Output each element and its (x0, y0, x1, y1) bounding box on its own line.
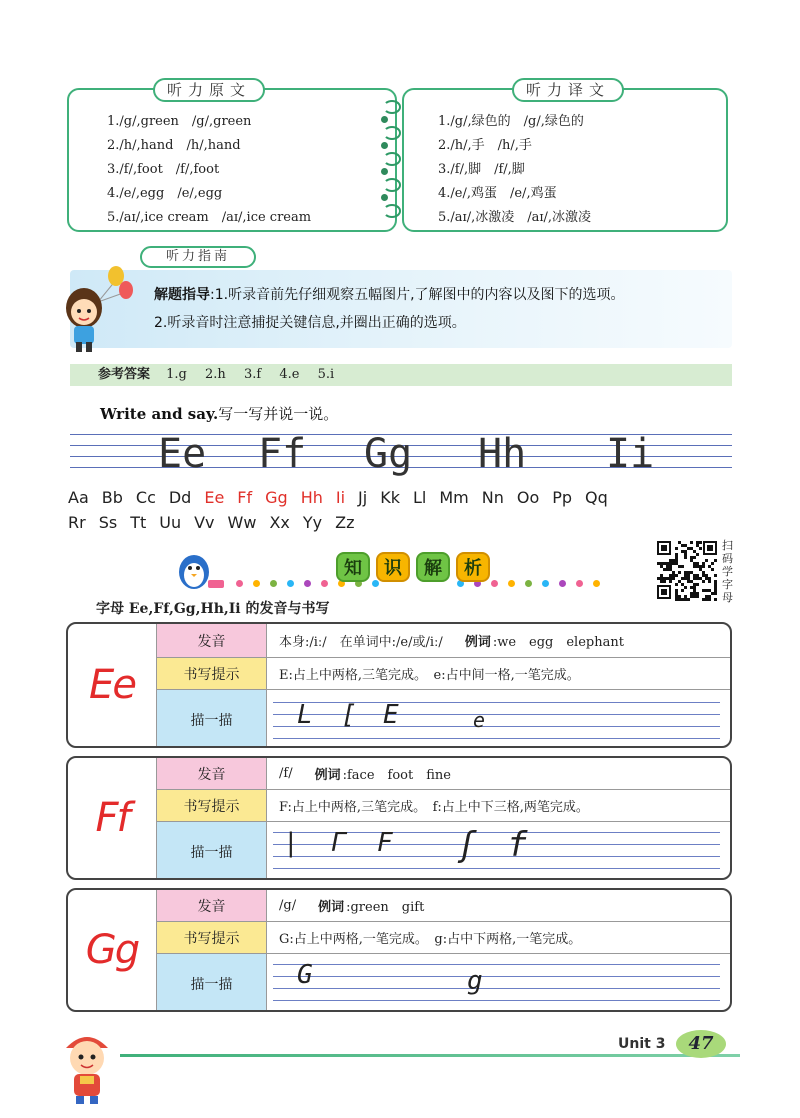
knowledge-title-char: 知 (336, 552, 370, 582)
trace-row (157, 954, 730, 1012)
qr-label (722, 539, 736, 604)
alphabet-letter: Ll (412, 488, 427, 507)
qr-label-char: 扫 (722, 539, 733, 552)
trace-glyph: G (297, 960, 313, 990)
knowledge-title (336, 552, 490, 582)
knowledge-subtitle (96, 598, 330, 618)
letter-card-g (66, 888, 732, 1012)
writing-label: 书写提示 (157, 790, 267, 821)
list-item: 3./f/,foot /f/,foot (107, 162, 220, 177)
alphabet-letter: Yy (302, 513, 323, 532)
alphabet-letter: Ee (204, 488, 225, 507)
listening-translation-list (438, 110, 591, 230)
writing-row (157, 922, 730, 954)
writing-row (157, 658, 730, 690)
example-words: :we egg elephant (492, 635, 624, 650)
handwriting-ee: Ee (158, 431, 207, 477)
alphabet-letter: Ff (237, 488, 253, 507)
list-item: 3./f/,脚 /f/,脚 (438, 162, 525, 177)
girl-with-balloons-icon (58, 262, 136, 354)
alphabet-letter: Xx (269, 513, 290, 532)
guide-line-2: 2.听录音时注意捕捉关键信息,并圈出正确的选项。 (154, 315, 466, 331)
pronunciation-text (279, 890, 424, 921)
trace-glyph: [ (341, 700, 357, 730)
handwriting-gg: Gg (364, 431, 413, 477)
pronunciation-text (279, 624, 624, 657)
boy-mascot-icon (54, 1026, 120, 1106)
subtitle-prefix: 字母 (96, 601, 129, 617)
alphabet-letter: Bb (101, 488, 123, 507)
guide-box (70, 270, 732, 348)
alphabet-letter: Vv (194, 513, 215, 532)
example-words: :face foot fine (342, 768, 451, 783)
writing-text: E:占上中两格,三笔完成。 e:占中间一格,一笔完成。 (279, 668, 580, 683)
handwriting-ff: Ff (258, 431, 307, 477)
answer-bar (70, 364, 732, 386)
alphabet-row-2 (68, 513, 367, 532)
listening-original-list (107, 110, 311, 230)
trace-row (157, 822, 730, 880)
pronunciation-label: 发音 (157, 890, 267, 921)
example-label: 例词 (318, 900, 345, 915)
pronunciation-label: 发音 (157, 624, 267, 657)
trace-label: 描一描 (157, 822, 267, 880)
qr-label-char: 母 (722, 591, 733, 604)
listening-original-title: 听力原文 (153, 78, 265, 102)
letter-card-f (66, 756, 732, 880)
alphabet-letter: Uu (159, 513, 182, 532)
trace-glyph: F (377, 828, 393, 858)
trace-label: 描一描 (157, 954, 267, 1012)
subtitle-suffix: 的发音与书写 (240, 601, 330, 617)
alphabet-letter: Hh (300, 488, 323, 507)
pronunciation-row (157, 758, 730, 790)
alphabet-letter: Mm (439, 488, 469, 507)
alphabet-letter: Tt (130, 513, 147, 532)
knowledge-title-char: 解 (416, 552, 450, 582)
big-letter: Gg (85, 927, 139, 973)
guide-label: 解题指导 (154, 287, 210, 303)
writing-label: 书写提示 (157, 922, 267, 953)
subtitle-letters: Ee,Ff,Gg,Hh,Ii (128, 601, 241, 617)
page-number: 47 (676, 1030, 726, 1058)
alphabet-letter: Ss (98, 513, 118, 532)
writing-row (157, 790, 730, 822)
trace-area[interactable] (267, 954, 730, 1012)
answer-item: 1.g (166, 367, 187, 382)
alphabet-letter: Aa (68, 488, 89, 507)
alphabet-letter: Gg (265, 488, 288, 507)
alphabet-letter: Oo (516, 488, 540, 507)
pronunciation-value: 本身:/iː/ 在单词中:/e/或/iː/ (279, 635, 443, 650)
writing-label: 书写提示 (157, 658, 267, 689)
example-words: :green gift (346, 900, 425, 915)
guide-tag: 听力指南 (140, 246, 256, 268)
answer-label: 参考答案 (98, 367, 151, 382)
trace-area[interactable] (267, 690, 730, 748)
writing-text: G:占上中两格,一笔完成。 g:占中下两格,一笔完成。 (279, 932, 582, 947)
letter-card-e (66, 622, 732, 748)
guide-text-1: :1.听录音前先仔细观察五幅图片,了解图中的内容以及图下的选项。 (210, 287, 625, 303)
list-item: 4./e/,egg /e/,egg (107, 186, 223, 201)
binder-rings-icon (381, 100, 403, 220)
qr-label-char: 学 (722, 565, 733, 578)
listening-original-panel (67, 81, 397, 232)
penguin-icon (176, 548, 226, 592)
trace-glyph: | (283, 828, 299, 858)
trace-glyph: e (473, 708, 486, 732)
handwriting-hh: Hh (478, 431, 527, 477)
alphabet-letter: Ww (227, 513, 257, 532)
pronunciation-label: 发音 (157, 758, 267, 789)
knowledge-title-char: 析 (456, 552, 490, 582)
list-item: 5./aɪ/,ice cream /aɪ/,ice cream (107, 210, 312, 225)
listening-translation-panel (402, 81, 728, 232)
handwriting-ii: Ii (606, 431, 655, 477)
knowledge-title-char: 识 (376, 552, 410, 582)
write-say-title-en: Write and say. (100, 405, 219, 423)
qr-label-char: 字 (722, 578, 733, 591)
list-item: 2./h/,手 /h/,手 (438, 138, 532, 153)
trace-glyph: E (383, 700, 399, 730)
qr-label-char: 码 (722, 552, 733, 565)
list-item: 1./g/,green /g/,green (107, 114, 252, 129)
qr-code-icon[interactable] (655, 539, 719, 601)
pronunciation-row (157, 624, 730, 658)
alphabet-row-1 (68, 488, 621, 507)
alphabet-letter: Dd (168, 488, 192, 507)
alphabet-letter: Qq (585, 488, 608, 507)
trace-glyph: g (467, 966, 483, 996)
unit-label: Unit 3 (618, 1036, 666, 1052)
trace-glyph: L (297, 700, 313, 730)
alphabet-letter: Nn (481, 488, 504, 507)
alphabet-letter: Kk (380, 488, 400, 507)
trace-area[interactable] (267, 822, 730, 880)
alphabet-letter: Jj (358, 488, 368, 507)
alphabet-letter: Zz (335, 513, 355, 532)
pronunciation-text (279, 758, 451, 789)
pronunciation-row (157, 890, 730, 922)
write-say-title (100, 403, 338, 424)
list-item: 4./e/,鸡蛋 /e/,鸡蛋 (438, 186, 557, 201)
answer-item: 3.f (243, 367, 262, 382)
trace-glyph: ʃ (457, 825, 478, 865)
answer-item: 5.i (317, 367, 335, 382)
answer-item: 2.h (205, 367, 226, 382)
trace-label: 描一描 (157, 690, 267, 748)
big-letter: Ff (95, 795, 129, 841)
alphabet-letter: Ii (335, 488, 346, 507)
example-label: 例词 (464, 635, 491, 650)
alphabet-letter: Cc (135, 488, 156, 507)
trace-glyph: Γ (331, 828, 347, 858)
pronunciation-value: /g/ (279, 898, 297, 913)
pronunciation-value: /f/ (279, 766, 293, 781)
guide-line-1 (154, 284, 625, 304)
big-letter: Ee (89, 662, 135, 708)
answer-item: 4.e (279, 367, 300, 382)
listening-translation-title: 听力译文 (512, 78, 624, 102)
writing-text: F:占上中两格,三笔完成。 f:占上中下三格,两笔完成。 (279, 800, 589, 815)
list-item: 2./h/,hand /h/,hand (107, 138, 241, 153)
trace-row (157, 690, 730, 748)
footer-line (120, 1054, 740, 1057)
example-label: 例词 (314, 768, 341, 783)
trace-glyph: f (507, 825, 528, 865)
list-item: 5./aɪ/,冰激凌 /aɪ/,冰激凌 (438, 210, 592, 225)
list-item: 1./g/,绿色的 /g/,绿色的 (438, 114, 584, 129)
write-say-title-cn: 写一写并说一说。 (218, 405, 339, 423)
alphabet-letter: Pp (552, 488, 573, 507)
alphabet-letter: Rr (68, 513, 86, 532)
